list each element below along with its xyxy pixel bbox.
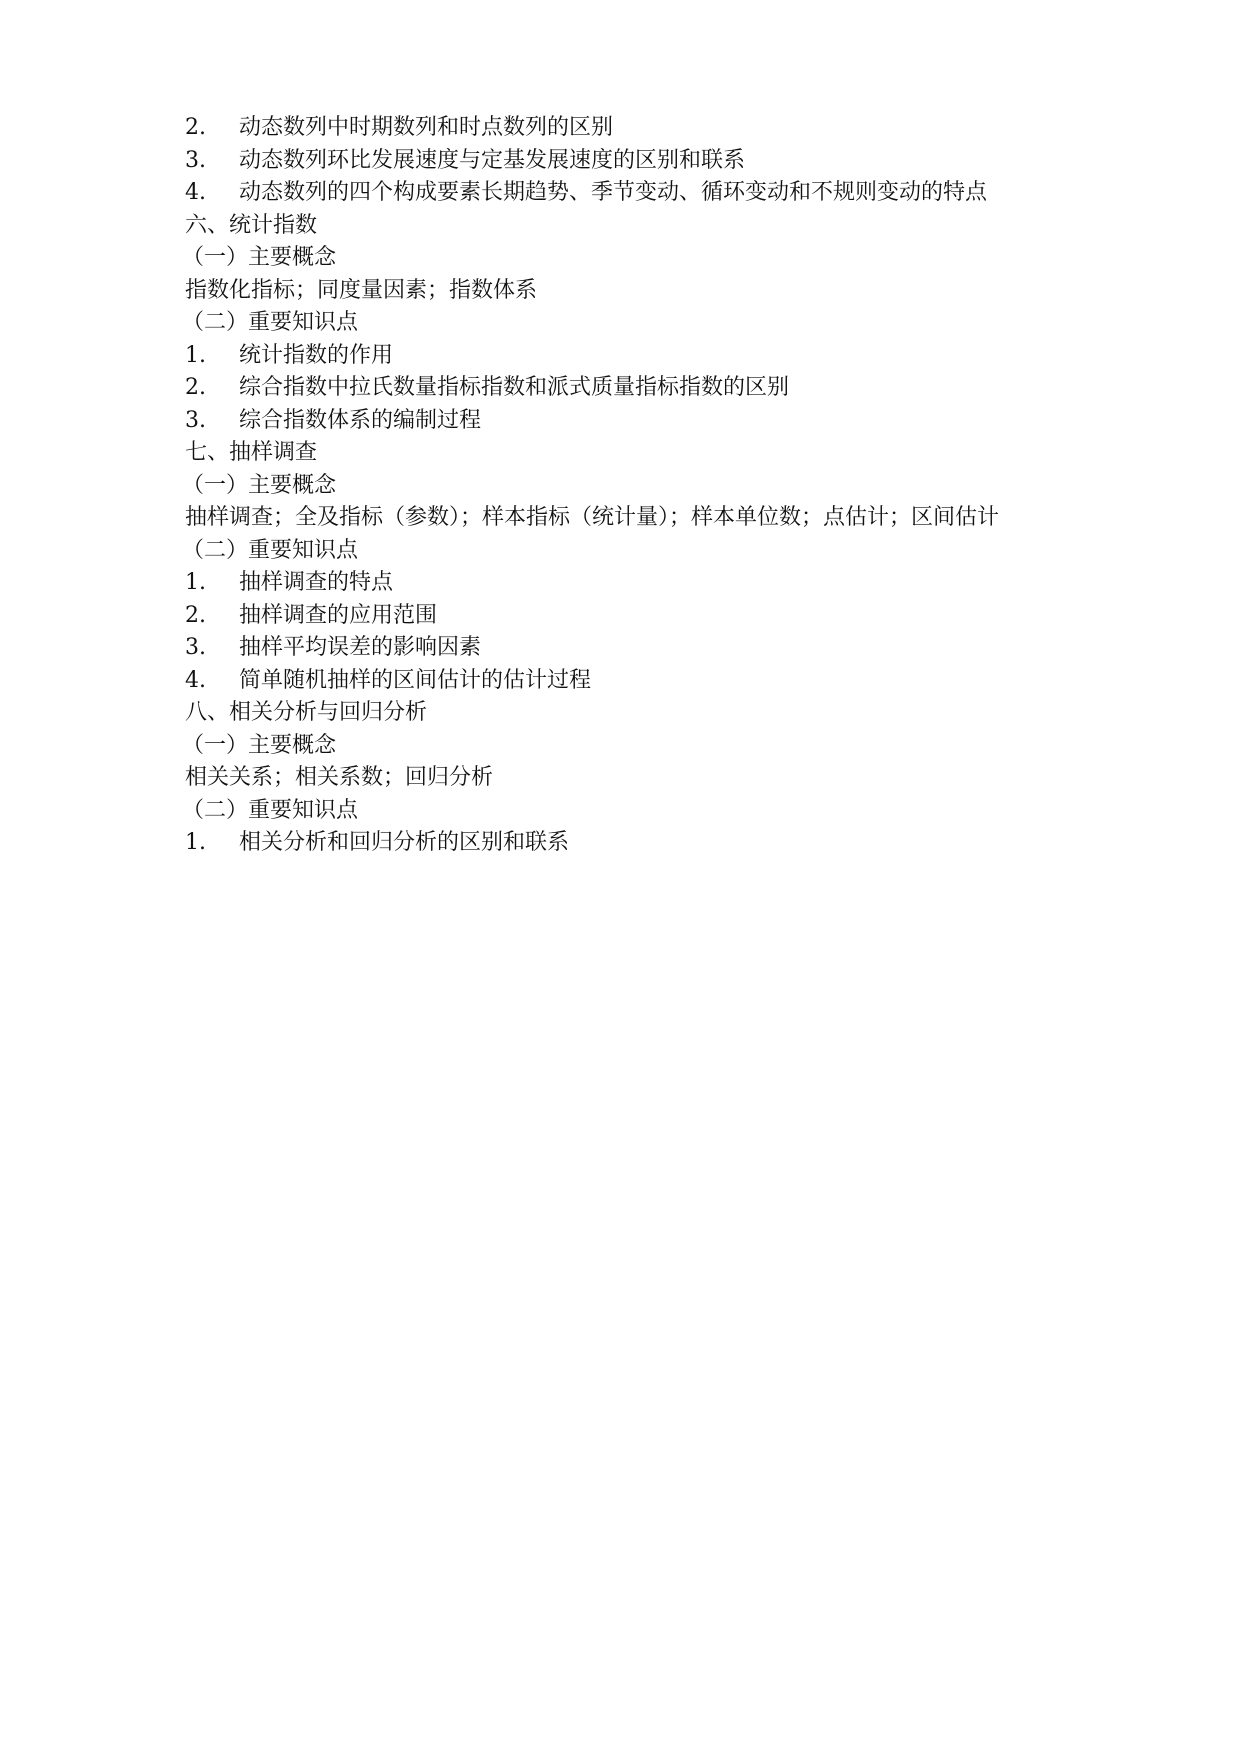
list-item (152, 600, 1092, 633)
list-text: 综合指数中拉氏数量指标指数和派式质量指标指数的区别 (239, 375, 790, 400)
list-item (152, 567, 1092, 600)
list-text: 抽样平均误差的影响因素 (239, 635, 482, 660)
section-heading: 七、抽样调查 (185, 440, 318, 465)
list-number: 4. (185, 180, 206, 205)
list-item (152, 827, 1092, 860)
document-body (152, 112, 1092, 860)
list-text: 简单随机抽样的区间估计的估计过程 (239, 667, 592, 693)
section-heading: 八、相关分析与回归分析 (185, 700, 428, 725)
list-number: 1. (185, 830, 206, 855)
list-number: 3. (185, 407, 206, 433)
paragraph: 相关关系；相关系数；回归分析 (185, 765, 494, 790)
list-number: 1. (185, 570, 206, 595)
list-text: 抽样调查的应用范围 (239, 602, 438, 628)
list-item (152, 145, 1092, 178)
subsection-heading: （二）重要知识点 (182, 537, 359, 563)
list-number: 4. (185, 667, 206, 693)
section-heading: 六、统计指数 (185, 212, 318, 238)
list-text: 综合指数体系的编制过程 (239, 407, 482, 433)
list-number: 2. (185, 602, 206, 628)
list-item (152, 112, 1092, 145)
list-text: 动态数列中时期数列和时点数列的区别 (239, 115, 614, 140)
paragraph: 指数化指标；同度量因素；指数体系 (185, 277, 538, 303)
subsection-heading: （一）主要概念 (182, 245, 337, 270)
list-text: 统计指数的作用 (239, 342, 394, 368)
list-text: 抽样调查的特点 (239, 570, 394, 595)
list-text: 动态数列的四个构成要素长期趋势、季节变动、循环变动和不规则变动的特点 (239, 180, 988, 205)
subsection-heading: （二）重要知识点 (182, 310, 359, 335)
list-item (152, 665, 1092, 698)
subsection-heading: （二）重要知识点 (182, 797, 359, 823)
list-number: 2. (185, 115, 206, 140)
list-number: 2. (185, 375, 206, 400)
list-text: 动态数列环比发展速度与定基发展速度的区别和联系 (239, 147, 746, 173)
list-item (152, 177, 1092, 210)
list-text: 相关分析和回归分析的区别和联系 (239, 830, 570, 855)
paragraph: 抽样调查；全及指标（参数）；样本指标（统计量）；样本单位数；点估计；区间估计 (185, 505, 1000, 530)
list-item (152, 340, 1092, 373)
list-item (152, 372, 1092, 405)
subsection-heading: （一）主要概念 (182, 472, 337, 498)
list-number: 1. (185, 342, 206, 368)
list-number: 3. (185, 635, 206, 660)
list-item (152, 405, 1092, 438)
list-item (152, 632, 1092, 665)
subsection-heading: （一）主要概念 (182, 732, 337, 758)
list-number: 3. (185, 147, 206, 173)
